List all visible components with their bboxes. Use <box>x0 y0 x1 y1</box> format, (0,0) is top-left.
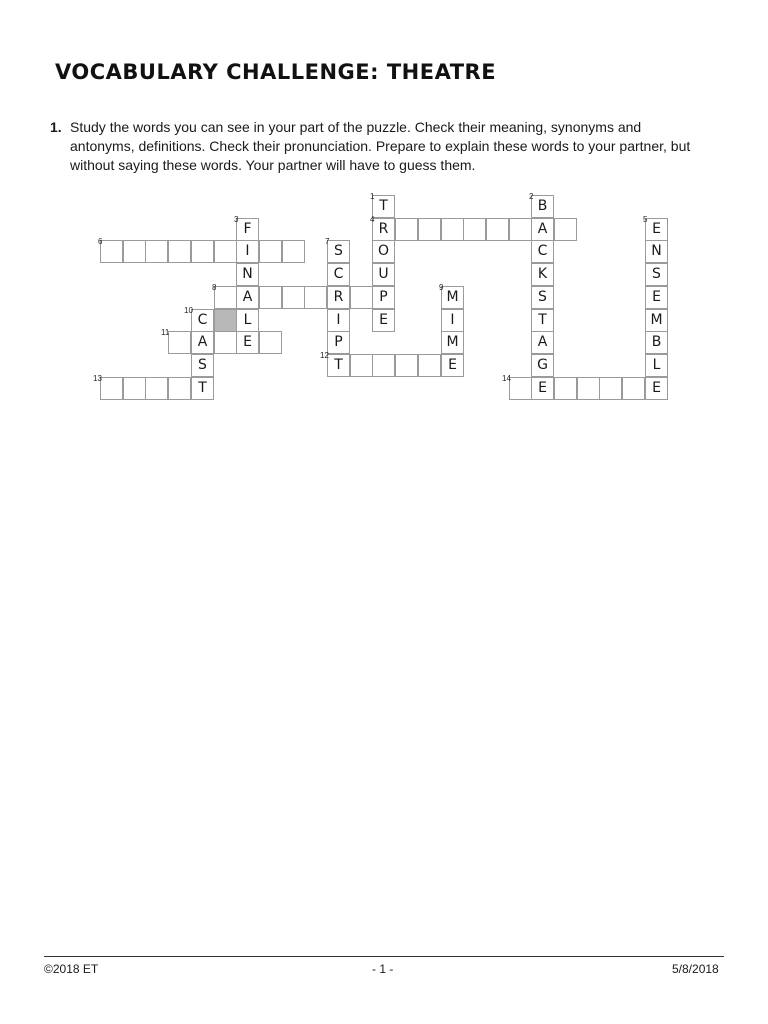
crossword-shaded-cell <box>214 309 237 332</box>
crossword-cell[interactable]: P <box>327 331 350 354</box>
crossword-cell[interactable] <box>509 218 532 241</box>
crossword-cell[interactable] <box>259 331 282 354</box>
clue-number: 11 <box>161 328 170 337</box>
crossword-cell[interactable]: C <box>327 263 350 286</box>
crossword-cell[interactable] <box>463 218 486 241</box>
crossword-cell[interactable] <box>282 240 305 263</box>
crossword-cell[interactable]: T <box>327 354 350 377</box>
crossword-cell[interactable]: S <box>645 263 668 286</box>
crossword-cell[interactable]: K <box>531 263 554 286</box>
crossword-cell[interactable]: A <box>531 331 554 354</box>
clue-number: 12 <box>320 351 329 360</box>
crossword-cell[interactable] <box>554 218 577 241</box>
crossword-cell[interactable] <box>212 283 237 309</box>
crossword-cell[interactable] <box>282 286 305 309</box>
crossword-cell[interactable]: T <box>191 377 214 400</box>
crossword-cell[interactable]: R <box>372 218 395 241</box>
crossword-cell[interactable] <box>350 286 373 309</box>
clue-number: 2 <box>529 192 534 201</box>
task-text: Study the words you can see in your part of the puzzle. Check their meaning, synonyms and antonyms, definitions. Check their pronunciation. Prepare to explain these words to your partner, but without saying these words. Your partner will have to guess them. <box>70 119 691 173</box>
crossword-cell[interactable]: M <box>645 309 668 332</box>
crossword-cell[interactable]: I <box>236 240 259 263</box>
crossword-cell[interactable] <box>168 331 191 354</box>
crossword-cell[interactable] <box>554 377 577 400</box>
crossword-cell[interactable]: C <box>531 240 554 263</box>
clue-number: 1 <box>370 192 375 201</box>
crossword-cell[interactable]: U <box>372 263 395 286</box>
crossword-cell[interactable]: E <box>531 377 554 400</box>
crossword-cell[interactable] <box>350 354 373 377</box>
crossword-cell[interactable]: N <box>645 240 668 263</box>
clue-number: 8 <box>212 283 217 292</box>
crossword-cell[interactable]: S <box>191 354 214 377</box>
crossword-cell[interactable]: E <box>645 377 668 400</box>
footer-divider <box>44 956 724 957</box>
crossword-cell[interactable]: E <box>645 218 668 241</box>
clue-number: 6 <box>98 237 103 246</box>
crossword-cell[interactable] <box>123 240 146 263</box>
clue-number: 7 <box>325 237 330 246</box>
footer-copyright: ©2018 ET <box>44 962 99 976</box>
crossword-cell[interactable] <box>168 377 191 400</box>
crossword-cell[interactable]: F <box>236 218 259 241</box>
crossword-cell[interactable]: L <box>645 354 668 377</box>
crossword-cell[interactable]: A <box>531 218 554 241</box>
page-title: VOCABULARY CHALLENGE: THEATRE <box>55 60 497 84</box>
crossword-cell[interactable]: T <box>372 195 395 218</box>
crossword-cell[interactable]: N <box>236 263 259 286</box>
crossword-cell[interactable] <box>145 377 168 400</box>
crossword-cell[interactable]: I <box>327 309 350 332</box>
crossword-cell[interactable]: L <box>236 309 259 332</box>
task-number: 1. <box>50 119 62 135</box>
crossword-cell[interactable]: T <box>531 309 554 332</box>
crossword-cell[interactable]: C <box>191 309 214 332</box>
clue-number: 10 <box>184 306 193 315</box>
crossword-cell[interactable] <box>418 354 441 377</box>
crossword-cell[interactable]: B <box>645 331 668 354</box>
crossword-cell[interactable] <box>599 377 622 400</box>
clue-number: 3 <box>234 215 239 224</box>
crossword-cell[interactable]: A <box>236 286 259 309</box>
clue-number: 9 <box>439 283 444 292</box>
crossword-cell[interactable] <box>441 218 464 241</box>
crossword-cell[interactable]: I <box>441 309 464 332</box>
crossword-cell[interactable] <box>622 377 645 400</box>
crossword-cell[interactable] <box>259 240 282 263</box>
crossword-cell[interactable]: S <box>327 240 350 263</box>
crossword-cell[interactable]: E <box>645 286 668 309</box>
crossword-cell[interactable]: E <box>372 309 395 332</box>
crossword-cell[interactable]: E <box>441 354 464 377</box>
footer-page-number: - 1 - <box>372 962 394 976</box>
crossword-cell[interactable] <box>98 237 123 263</box>
crossword-cell[interactable] <box>168 240 191 263</box>
crossword-cell[interactable] <box>577 377 600 400</box>
crossword-cell[interactable]: M <box>441 331 464 354</box>
crossword-cell[interactable] <box>418 218 441 241</box>
crossword-cell[interactable]: B <box>531 195 554 218</box>
crossword-cell[interactable] <box>486 218 509 241</box>
crossword-cell[interactable]: P <box>372 286 395 309</box>
crossword-cell[interactable] <box>214 240 237 263</box>
footer-date: 5/8/2018 <box>672 962 719 976</box>
clue-number: 5 <box>643 215 648 224</box>
crossword-cell[interactable] <box>304 286 327 309</box>
crossword-cell[interactable]: M <box>441 286 464 309</box>
crossword-cell[interactable] <box>259 286 282 309</box>
crossword-cell[interactable] <box>123 377 146 400</box>
crossword-cell[interactable] <box>145 240 168 263</box>
crossword-cell[interactable] <box>100 377 123 400</box>
crossword-cell[interactable]: S <box>531 286 554 309</box>
crossword-cell[interactable]: O <box>372 240 395 263</box>
crossword-cell[interactable] <box>191 240 214 263</box>
crossword-cell[interactable]: G <box>531 354 554 377</box>
crossword-cell[interactable] <box>395 354 418 377</box>
crossword-cell[interactable] <box>395 218 418 241</box>
clue-number: 13 <box>93 374 102 383</box>
crossword-cell[interactable]: E <box>236 331 259 354</box>
crossword-cell[interactable] <box>509 377 532 400</box>
clue-number: 14 <box>502 374 511 383</box>
crossword-cell[interactable]: R <box>327 286 350 309</box>
crossword-cell[interactable]: A <box>191 331 214 354</box>
crossword-cell[interactable] <box>372 354 395 377</box>
clue-number: 4 <box>370 215 375 224</box>
crossword-cell[interactable] <box>214 331 237 354</box>
